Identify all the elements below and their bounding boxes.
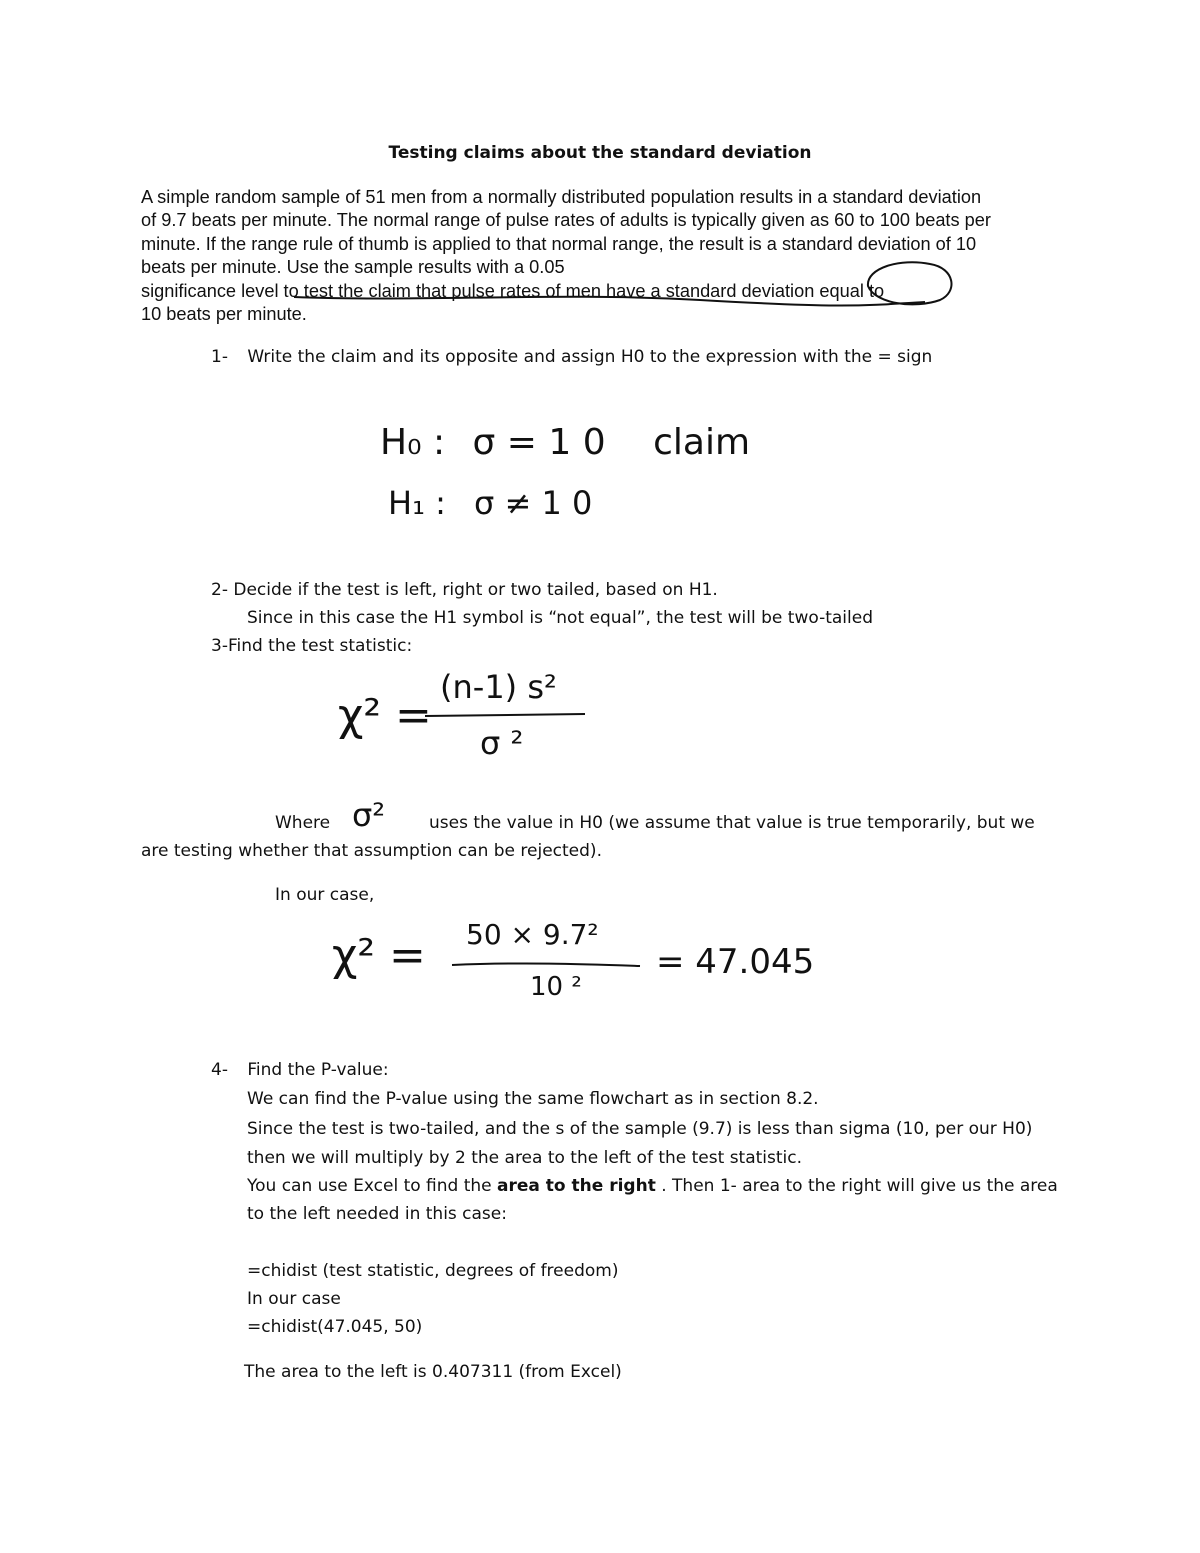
- where-explanation: uses the value in H0 (we assume that value is true temporarily, but we: [429, 813, 1035, 833]
- excel-formula-generic: =chidist (test statistic, degrees of freedom): [247, 1261, 619, 1281]
- in-our-case: In our case,: [275, 885, 375, 905]
- area-to-right-bold: area to the right: [497, 1176, 656, 1196]
- problem-text: significance level: [141, 280, 284, 301]
- h0-label: H₀ :: [380, 422, 446, 463]
- formula-lhs: χ² =: [338, 690, 432, 741]
- underlined-claim: to test the claim that pulse rates of men have a standard deviation: [283, 280, 815, 301]
- step3: 3-Find the test statistic:: [211, 636, 413, 656]
- excel-formula-specific: =chidist(47.045, 50): [247, 1317, 423, 1337]
- formula-denominator: σ ²: [480, 724, 524, 762]
- problem-line: minute. If the range rule of thumb is applied to that normal range, the result is a standard deviation of 10: [141, 233, 977, 254]
- calc-result: = 47.045: [656, 942, 815, 982]
- h0-claim-note: claim: [653, 422, 751, 463]
- step1-text: Write the claim and its opposite and assign H0 to the expression with the = sign: [247, 347, 933, 367]
- step4-text: . Then 1- area to the right will give us the area: [655, 1176, 1058, 1196]
- step4-heading: Find the P-value:: [247, 1060, 389, 1080]
- document-title: Testing claims about the standard deviation: [388, 143, 812, 163]
- step2-text: Decide if the test is left, right or two tailed, based on H1.: [233, 580, 718, 600]
- problem-line: beats per minute. Use the sample results with a 0.05: [141, 257, 565, 278]
- step4-line: Since the test is two-tailed, and the s of the sample (9.7) is less than sigma (10, per our H0): [247, 1119, 1033, 1139]
- step4-line: We can find the P-value using the same flowchart as in section 8.2.: [247, 1089, 819, 1109]
- step4: [211, 1060, 389, 1080]
- circled-equal-to: equal to: [819, 280, 885, 301]
- excel-in-our-case: In our case: [247, 1289, 341, 1309]
- problem-line: of 9.7 beats per minute. The normal range of pulse rates of adults is typically given as 60 to 100 beats per: [141, 210, 991, 231]
- sigma-squared-symbol: σ²: [352, 796, 386, 834]
- h0-expression: σ = 1 0: [472, 422, 606, 463]
- formula-numerator: (n-1) s²: [440, 668, 557, 706]
- h1-expression: σ ≠ 1 0: [474, 484, 593, 522]
- step4-line: to the left needed in this case:: [247, 1204, 507, 1224]
- calc-denominator: 10 ²: [530, 972, 582, 1002]
- where-text: Where: [275, 813, 331, 833]
- area-result: The area to the left is 0.407311 (from Excel): [244, 1362, 622, 1382]
- step4-number: 4-: [211, 1060, 228, 1080]
- step2-number: 2-: [211, 580, 228, 600]
- problem-line: A simple random sample of 51 men from a normally distributed population results in a standard deviation: [141, 187, 982, 207]
- step4-line: then we will multiply by 2 the area to the left of the test statistic.: [247, 1148, 803, 1168]
- step2-detail: Since in this case the H1 symbol is “not equal”, the test will be two-tailed: [247, 608, 873, 628]
- problem-line: 10 beats per minute.: [141, 304, 307, 325]
- step4-line: [247, 1176, 1058, 1196]
- h1-label: H₁ :: [388, 484, 446, 522]
- step1-number: 1-: [211, 347, 228, 367]
- where-explanation-cont: are testing whether that assumption can be rejected).: [141, 841, 602, 861]
- calc-numerator: 50 × 9.7²: [466, 918, 599, 951]
- calc-lhs: χ² =: [332, 930, 426, 981]
- step4-text: You can use Excel to find the: [247, 1176, 498, 1196]
